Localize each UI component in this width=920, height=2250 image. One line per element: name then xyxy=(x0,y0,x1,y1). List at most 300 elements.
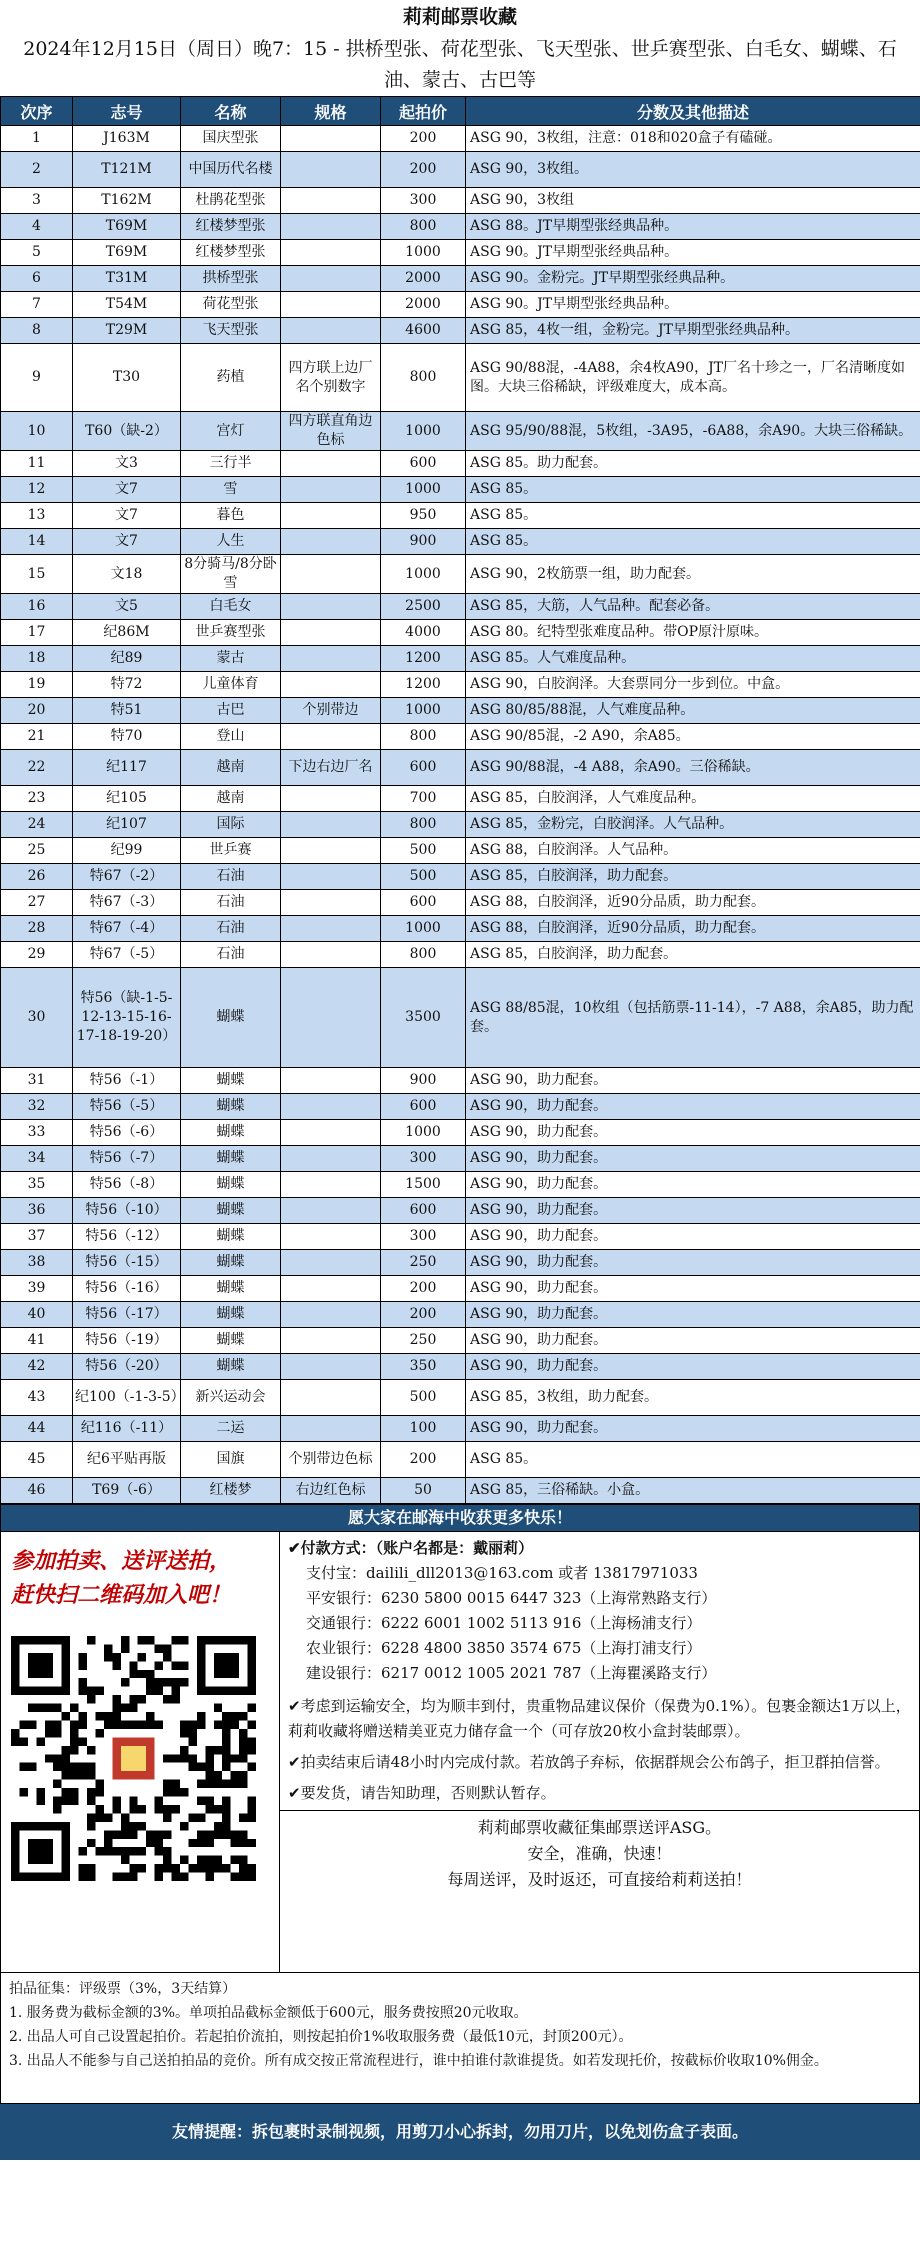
cell-code: 纪117 xyxy=(73,750,181,786)
asg-line-2: 安全，准确，快速！ xyxy=(527,1844,672,1863)
cell-desc: ASG 90，3枚组 xyxy=(466,188,920,214)
col-header-code: 志号 xyxy=(73,97,181,126)
cell-name: 蝴蝶 xyxy=(181,1328,281,1354)
cell-spec xyxy=(281,942,381,968)
col-header-price: 起拍价 xyxy=(381,97,466,126)
table-row xyxy=(1,838,920,864)
cell-code: 特67（-3） xyxy=(73,890,181,916)
cell-seq: 9 xyxy=(1,344,73,412)
table-row xyxy=(1,1416,920,1442)
table-row xyxy=(1,477,920,503)
cell-seq: 22 xyxy=(1,750,73,786)
cell-code: 特70 xyxy=(73,724,181,750)
cell-code: 特56（-5） xyxy=(73,1094,181,1120)
cell-code: 特56（-7） xyxy=(73,1146,181,1172)
table-row xyxy=(1,1094,920,1120)
cell-code: T69M xyxy=(73,240,181,266)
cell-name: 蝴蝶 xyxy=(181,1068,281,1094)
cell-desc: ASG 90，助力配套。 xyxy=(466,1250,920,1276)
bank-line: 交通银行：6222 6001 1002 5113 916（上海杨浦支行） xyxy=(306,1614,702,1632)
table-row xyxy=(1,214,920,240)
cell-spec xyxy=(281,1250,381,1276)
table-row xyxy=(1,812,920,838)
fees-heading: 拍品征集：评级票（3%，3天结算） xyxy=(9,1981,237,1997)
cell-code: 特56（-16） xyxy=(73,1276,181,1302)
cell-code: 特56（-8） xyxy=(73,1172,181,1198)
cell-name: 世乒赛型张 xyxy=(181,620,281,646)
cell-price: 800 xyxy=(381,724,466,750)
cell-name: 中国历代名楼 xyxy=(181,152,281,188)
cell-price: 300 xyxy=(381,1146,466,1172)
cell-price: 950 xyxy=(381,503,466,529)
table-row xyxy=(1,344,920,412)
cell-code: J163M xyxy=(73,126,181,152)
cell-name: 新兴运动会 xyxy=(181,1380,281,1416)
payment-info xyxy=(280,1532,919,1972)
cell-code: 纪99 xyxy=(73,838,181,864)
cell-desc: ASG 90，2枚筋票一组，助力配套。 xyxy=(466,555,920,594)
col-header-spec: 规格 xyxy=(281,97,381,126)
table-row xyxy=(1,890,920,916)
cell-code: 文18 xyxy=(73,555,181,594)
cell-seq: 10 xyxy=(1,412,73,451)
cell-seq: 30 xyxy=(1,968,73,1068)
cell-desc: ASG 90/88混，-4A88，余4枚A90，JT厂名十珍之一，厂名清晰度如图。大块三俗稀缺，评级难度大，成本高。 xyxy=(466,344,920,412)
cell-desc: ASG 85。 xyxy=(466,503,920,529)
cell-seq: 46 xyxy=(1,1478,73,1504)
table-row xyxy=(1,1478,920,1504)
cell-desc: ASG 85，白胶润泽，助力配套。 xyxy=(466,942,920,968)
cell-desc: ASG 90。JT早期型张经典品种。 xyxy=(466,240,920,266)
cell-code: T54M xyxy=(73,292,181,318)
cell-name: 杜鹃花型张 xyxy=(181,188,281,214)
cell-spec xyxy=(281,864,381,890)
cell-spec xyxy=(281,812,381,838)
cell-price: 4600 xyxy=(381,318,466,344)
cell-spec: 四方联上边厂名个别数字 xyxy=(281,344,381,412)
cell-spec xyxy=(281,503,381,529)
cell-seq: 33 xyxy=(1,1120,73,1146)
cell-spec xyxy=(281,318,381,344)
cell-price: 600 xyxy=(381,1094,466,1120)
table-row xyxy=(1,672,920,698)
cell-spec xyxy=(281,1146,381,1172)
table-row xyxy=(1,724,920,750)
cell-desc: ASG 85。人气难度品种。 xyxy=(466,646,920,672)
cell-name: 8分骑马/8分卧雪 xyxy=(181,555,281,594)
cell-seq: 45 xyxy=(1,1442,73,1478)
cell-price: 200 xyxy=(381,1276,466,1302)
cell-code: 特56（-19） xyxy=(73,1328,181,1354)
cell-seq: 31 xyxy=(1,1068,73,1094)
cell-spec xyxy=(281,620,381,646)
cell-price: 1200 xyxy=(381,646,466,672)
cell-price: 200 xyxy=(381,152,466,188)
cell-price: 1200 xyxy=(381,672,466,698)
cell-name: 蝴蝶 xyxy=(181,1224,281,1250)
alipay-line: 支付宝：dailili_dll2013@163.com 或者 13817971033 xyxy=(306,1564,698,1582)
cell-desc: ASG 85，白胶润泽，人气难度品种。 xyxy=(466,786,920,812)
cell-desc: ASG 90，助力配套。 xyxy=(466,1146,920,1172)
cell-name: 蒙古 xyxy=(181,646,281,672)
cell-code: 纪89 xyxy=(73,646,181,672)
cell-seq: 8 xyxy=(1,318,73,344)
cell-seq: 4 xyxy=(1,214,73,240)
table-row xyxy=(1,1172,920,1198)
cell-spec: 个别带边色标 xyxy=(281,1442,381,1478)
cell-name: 登山 xyxy=(181,724,281,750)
cell-name: 石油 xyxy=(181,890,281,916)
cell-name: 国际 xyxy=(181,812,281,838)
col-header-desc: 分数及其他描述 xyxy=(466,97,920,126)
cell-spec xyxy=(281,529,381,555)
cell-name: 越南 xyxy=(181,750,281,786)
cell-spec xyxy=(281,126,381,152)
payment-deadline-note: ✔拍卖结束后请48小时内完成付款。若放鸽子弃标，依据群规会公布鸽子，拒卫群拍信誉。 xyxy=(288,1753,890,1771)
qr-code-image xyxy=(11,1636,256,1881)
cell-desc: ASG 88/85混，10枚组（包括筋票-11-14），-7 A88，余A85，助力配套。 xyxy=(466,968,920,1068)
cell-seq: 37 xyxy=(1,1224,73,1250)
cell-seq: 17 xyxy=(1,620,73,646)
cell-desc: ASG 85。 xyxy=(466,1442,920,1478)
cell-name: 白毛女 xyxy=(181,594,281,620)
cell-spec xyxy=(281,594,381,620)
cell-spec xyxy=(281,1416,381,1442)
cell-code: 特56（-17） xyxy=(73,1302,181,1328)
cell-name: 拱桥型张 xyxy=(181,266,281,292)
cell-name: 三行半 xyxy=(181,451,281,477)
cell-price: 900 xyxy=(381,1068,466,1094)
cell-spec xyxy=(281,646,381,672)
cell-spec: 下边右边厂名 xyxy=(281,750,381,786)
table-row xyxy=(1,152,920,188)
cell-code: 特56（缺-1-5-12-13-15-16-17-18-19-20） xyxy=(73,968,181,1068)
table-row xyxy=(1,1224,920,1250)
cell-spec xyxy=(281,1224,381,1250)
cell-desc: ASG 95/90/88混，5枚组，-3A95，-6A88，余A90。大块三俗稀缺。 xyxy=(466,412,920,451)
cell-spec xyxy=(281,916,381,942)
cell-spec xyxy=(281,1120,381,1146)
cell-code: 纪100（-1-3-5） xyxy=(73,1380,181,1416)
cell-desc: ASG 90，助力配套。 xyxy=(466,1328,920,1354)
cell-seq: 43 xyxy=(1,1380,73,1416)
cell-seq: 1 xyxy=(1,126,73,152)
cell-seq: 42 xyxy=(1,1354,73,1380)
cell-desc: ASG 85，大筋，人气品种。配套必备。 xyxy=(466,594,920,620)
auction-table xyxy=(0,96,920,1504)
cell-price: 600 xyxy=(381,890,466,916)
cell-price: 4000 xyxy=(381,620,466,646)
cell-code: 文3 xyxy=(73,451,181,477)
cell-desc: ASG 85，白胶润泽，助力配套。 xyxy=(466,864,920,890)
cell-seq: 13 xyxy=(1,503,73,529)
cell-price: 1000 xyxy=(381,916,466,942)
cell-seq: 3 xyxy=(1,188,73,214)
cell-desc: ASG 85，三俗稀缺。小盒。 xyxy=(466,1478,920,1504)
cell-price: 600 xyxy=(381,451,466,477)
cell-price: 1000 xyxy=(381,240,466,266)
cell-seq: 2 xyxy=(1,152,73,188)
cell-spec xyxy=(281,786,381,812)
asg-line-1: 莉莉邮票收藏征集邮票送评ASG。 xyxy=(477,1818,722,1837)
table-row xyxy=(1,916,920,942)
cell-desc: ASG 85，3枚组，助力配套。 xyxy=(466,1380,920,1416)
cell-desc: ASG 90。JT早期型张经典品种。 xyxy=(466,292,920,318)
table-row xyxy=(1,1198,920,1224)
cell-spec xyxy=(281,1302,381,1328)
bank-line: 平安银行：6230 5800 0015 6447 323（上海常熟路支行） xyxy=(306,1589,717,1607)
table-row xyxy=(1,451,920,477)
cell-spec: 四方联直角边色标 xyxy=(281,412,381,451)
cell-price: 600 xyxy=(381,750,466,786)
cell-seq: 12 xyxy=(1,477,73,503)
cell-price: 100 xyxy=(381,1416,466,1442)
fee-item: 2. 出品人可自己设置起拍价。若起拍价流拍，则按起拍价1%收取服务费（最低10元，封顶200元）。 xyxy=(9,2029,633,2045)
cell-name: 蝴蝶 xyxy=(181,1250,281,1276)
cell-seq: 26 xyxy=(1,864,73,890)
table-row xyxy=(1,786,920,812)
table-row xyxy=(1,1250,920,1276)
cell-code: 特56（-10） xyxy=(73,1198,181,1224)
cell-price: 2000 xyxy=(381,292,466,318)
table-row xyxy=(1,594,920,620)
cell-seq: 11 xyxy=(1,451,73,477)
cell-spec xyxy=(281,1328,381,1354)
cell-desc: ASG 90，3枚组。 xyxy=(466,152,920,188)
cell-name: 蝴蝶 xyxy=(181,1146,281,1172)
cell-price: 1000 xyxy=(381,412,466,451)
fees-section xyxy=(0,1972,920,2104)
cell-seq: 16 xyxy=(1,594,73,620)
cell-desc: ASG 88，白胶润泽。人气品种。 xyxy=(466,838,920,864)
cell-spec xyxy=(281,1068,381,1094)
cell-code: T162M xyxy=(73,188,181,214)
cell-price: 700 xyxy=(381,786,466,812)
cell-code: 特56（-6） xyxy=(73,1120,181,1146)
delivery-note: ✔要发货，请告知助理，否则默认暂存。 xyxy=(288,1784,556,1802)
cell-name: 二运 xyxy=(181,1416,281,1442)
cell-name: 雪 xyxy=(181,477,281,503)
cell-price: 1000 xyxy=(381,555,466,594)
cell-price: 500 xyxy=(381,838,466,864)
cell-price: 200 xyxy=(381,1302,466,1328)
cell-seq: 7 xyxy=(1,292,73,318)
cell-seq: 5 xyxy=(1,240,73,266)
cell-name: 飞天型张 xyxy=(181,318,281,344)
cell-spec xyxy=(281,188,381,214)
cell-code: 纪86M xyxy=(73,620,181,646)
cell-code: T30 xyxy=(73,344,181,412)
cell-name: 蝴蝶 xyxy=(181,1120,281,1146)
cell-code: 文7 xyxy=(73,503,181,529)
table-row xyxy=(1,1068,920,1094)
table-row xyxy=(1,529,920,555)
cell-desc: ASG 90，助力配套。 xyxy=(466,1224,920,1250)
cell-price: 350 xyxy=(381,1354,466,1380)
cell-name: 蝴蝶 xyxy=(181,1354,281,1380)
cell-name: 儿童体育 xyxy=(181,672,281,698)
promo-line-2: 赶快扫二维码加入吧！ xyxy=(11,1582,232,1608)
cell-name: 国旗 xyxy=(181,1442,281,1478)
table-row xyxy=(1,1354,920,1380)
cell-desc: ASG 90，助力配套。 xyxy=(466,1172,920,1198)
cell-spec xyxy=(281,451,381,477)
cell-price: 200 xyxy=(381,1442,466,1478)
cell-seq: 20 xyxy=(1,698,73,724)
wish-banner: 愿大家在邮海中收获更多快乐！ xyxy=(0,1504,920,1532)
cell-code: 特72 xyxy=(73,672,181,698)
table-row xyxy=(1,942,920,968)
payment-heading: ✔付款方式：（账户名都是：戴丽莉） xyxy=(288,1539,534,1557)
cell-name: 蝴蝶 xyxy=(181,1302,281,1328)
cell-seq: 34 xyxy=(1,1146,73,1172)
cell-name: 暮色 xyxy=(181,503,281,529)
cell-code: 特51 xyxy=(73,698,181,724)
cell-desc: ASG 85，4枚一组，金粉完。JT早期型张经典品种。 xyxy=(466,318,920,344)
cell-desc: ASG 90，助力配套。 xyxy=(466,1354,920,1380)
table-row xyxy=(1,1380,920,1416)
table-row xyxy=(1,240,920,266)
table-row xyxy=(1,698,920,724)
cell-seq: 15 xyxy=(1,555,73,594)
cell-spec xyxy=(281,1380,381,1416)
table-row xyxy=(1,555,920,594)
cell-price: 200 xyxy=(381,126,466,152)
cell-seq: 29 xyxy=(1,942,73,968)
cell-seq: 36 xyxy=(1,1198,73,1224)
cell-name: 世乒赛 xyxy=(181,838,281,864)
cell-name: 石油 xyxy=(181,916,281,942)
cell-code: 特67（-4） xyxy=(73,916,181,942)
cell-price: 3500 xyxy=(381,968,466,1068)
cell-code: 特67（-5） xyxy=(73,942,181,968)
cell-spec xyxy=(281,214,381,240)
col-header-name: 名称 xyxy=(181,97,281,126)
table-row xyxy=(1,1120,920,1146)
cell-seq: 41 xyxy=(1,1328,73,1354)
cell-price: 250 xyxy=(381,1328,466,1354)
cell-price: 1500 xyxy=(381,1172,466,1198)
cell-price: 800 xyxy=(381,344,466,412)
table-row xyxy=(1,266,920,292)
cell-code: 纪116（-11） xyxy=(73,1416,181,1442)
cell-price: 1000 xyxy=(381,477,466,503)
cell-spec xyxy=(281,968,381,1068)
cell-price: 800 xyxy=(381,942,466,968)
cell-price: 50 xyxy=(381,1478,466,1504)
cell-price: 300 xyxy=(381,1224,466,1250)
cell-desc: ASG 90，助力配套。 xyxy=(466,1198,920,1224)
cell-spec xyxy=(281,1094,381,1120)
cell-seq: 14 xyxy=(1,529,73,555)
cell-desc: ASG 80/85/88混，人气难度品种。 xyxy=(466,698,920,724)
cell-name: 越南 xyxy=(181,786,281,812)
cell-name: 红楼梦型张 xyxy=(181,240,281,266)
cell-desc: ASG 85。助力配套。 xyxy=(466,451,920,477)
cell-desc: ASG 80。纪特型张难度品种。带OP原汁原味。 xyxy=(466,620,920,646)
cell-desc: ASG 90，助力配套。 xyxy=(466,1416,920,1442)
page-title: 莉莉邮票收藏 xyxy=(402,6,517,28)
fee-item: 1. 服务费为截标金额的3%。单项拍品截标金额低于600元，服务费按照20元收取。 xyxy=(9,2005,528,2021)
cell-spec: 个别带边 xyxy=(281,698,381,724)
table-row xyxy=(1,1328,920,1354)
cell-spec xyxy=(281,266,381,292)
cell-desc: ASG 90，助力配套。 xyxy=(466,1276,920,1302)
cell-spec xyxy=(281,555,381,594)
cell-code: 特56（-20） xyxy=(73,1354,181,1380)
cell-spec xyxy=(281,152,381,188)
cell-code: 文7 xyxy=(73,477,181,503)
table-row xyxy=(1,412,920,451)
cell-spec xyxy=(281,1198,381,1224)
cell-desc: ASG 85，金粉完，白胶润泽。人气品种。 xyxy=(466,812,920,838)
col-header-seq: 次序 xyxy=(1,97,73,126)
table-row xyxy=(1,126,920,152)
cell-price: 500 xyxy=(381,864,466,890)
cell-spec xyxy=(281,292,381,318)
shipping-note: ✔考虑到运输安全，均为顺丰到付，贵重物品建议保价（保费为0.1%）。包裹金额达1万以上，莉莉收藏将赠送精美亚克力储存盒一个（可存放20枚小盒封装邮票）。 xyxy=(288,1697,911,1740)
cell-spec xyxy=(281,890,381,916)
cell-spec xyxy=(281,240,381,266)
cell-seq: 32 xyxy=(1,1094,73,1120)
bank-line: 农业银行：6228 4800 3850 3574 675（上海打浦支行） xyxy=(306,1639,702,1657)
table-row xyxy=(1,1442,920,1478)
cell-price: 800 xyxy=(381,812,466,838)
cell-code: 纪105 xyxy=(73,786,181,812)
cell-code: 文7 xyxy=(73,529,181,555)
cell-code: T29M xyxy=(73,318,181,344)
table-row xyxy=(1,318,920,344)
cell-code: T60（缺-2） xyxy=(73,412,181,451)
cell-code: T69（-6） xyxy=(73,1478,181,1504)
cell-desc: ASG 85。 xyxy=(466,529,920,555)
cell-name: 药植 xyxy=(181,344,281,412)
cell-price: 500 xyxy=(381,1380,466,1416)
cell-seq: 19 xyxy=(1,672,73,698)
cell-desc: ASG 90，3枚组，注意：018和020盒子有磕碰。 xyxy=(466,126,920,152)
cell-desc: ASG 90，助力配套。 xyxy=(466,1094,920,1120)
cell-name: 石油 xyxy=(181,942,281,968)
cell-code: 特56（-12） xyxy=(73,1224,181,1250)
cell-name: 宫灯 xyxy=(181,412,281,451)
cell-seq: 23 xyxy=(1,786,73,812)
cell-code: 特56（-1） xyxy=(73,1068,181,1094)
cell-desc: ASG 88。JT早期型张经典品种。 xyxy=(466,214,920,240)
cell-name: 红楼梦 xyxy=(181,1478,281,1504)
cell-seq: 40 xyxy=(1,1302,73,1328)
promo-line-1: 参加拍卖、送评送拍， xyxy=(11,1548,232,1574)
cell-name: 国庆型张 xyxy=(181,126,281,152)
cell-code: T69M xyxy=(73,214,181,240)
table-row xyxy=(1,1146,920,1172)
cell-spec xyxy=(281,672,381,698)
cell-name: 蝴蝶 xyxy=(181,1276,281,1302)
cell-seq: 27 xyxy=(1,890,73,916)
cell-code: 纪6平贴再版 xyxy=(73,1442,181,1478)
cell-price: 250 xyxy=(381,1250,466,1276)
promo-panel xyxy=(1,1532,280,1972)
table-row xyxy=(1,968,920,1068)
cell-name: 荷花型张 xyxy=(181,292,281,318)
cell-desc: ASG 90，助力配套。 xyxy=(466,1302,920,1328)
table-row xyxy=(1,292,920,318)
cell-seq: 28 xyxy=(1,916,73,942)
table-row xyxy=(1,646,920,672)
cell-code: T31M xyxy=(73,266,181,292)
cell-name: 古巴 xyxy=(181,698,281,724)
cell-seq: 18 xyxy=(1,646,73,672)
table-row xyxy=(1,864,920,890)
